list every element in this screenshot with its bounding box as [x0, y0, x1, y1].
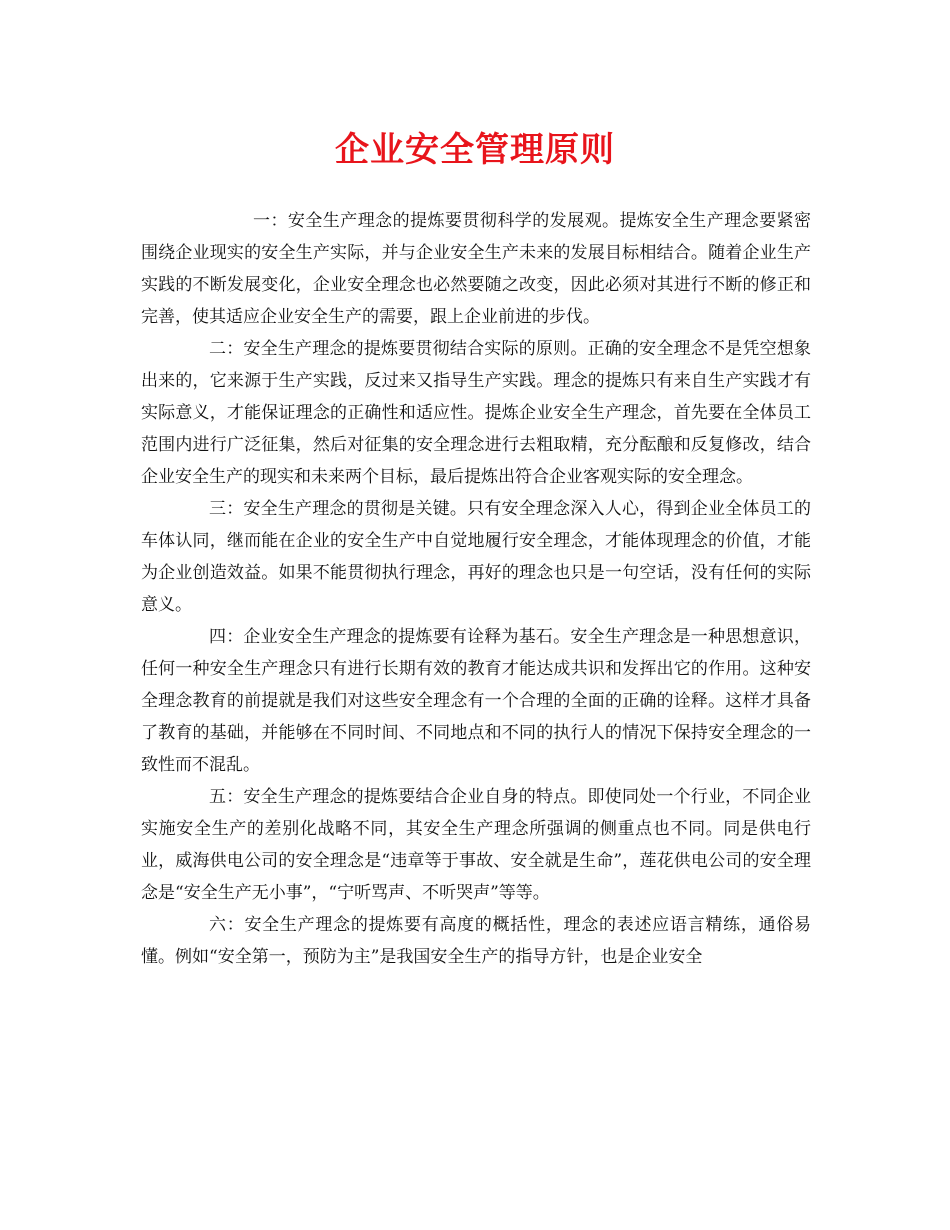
paragraph-3: 三：安全生产理念的贯彻是关键。只有安全理念深入人心，得到企业全体员工的车体认同，继而能在企业的安全生产中自觉地履行安全理念，才能体现理念的价值，才能为企业创造效益。如果不能贯彻执行理念，再好的理念也只是一句空话，没有任何的实际意义。	[141, 499, 811, 615]
paragraph-5: 五：安全生产理念的提炼要结合企业自身的特点。即使同处一个行业，不同企业实施安全生产的差别化战略不同，其安全生产理念所强调的侧重点也不同。同是供电行业，威海供电公司的安全理念是“违章等于事故、安全就是生命”，莲花供电公司的安全理念是“安全生产无小事”，“宁听骂声、不听哭声”等等。	[141, 787, 811, 903]
paragraph-4: 四：企业安全生产理念的提炼要有诠释为基石。安全生产理念是一种思想意识，任何一种安全生产理念只有进行长期有效的教育才能达成共识和发挥出它的作用。这种安全理念教育的前提就是我们对这些安全理念有一个合理的全面的正确的诠释。这样才具备了教育的基础，并能够在不同时间、不同地点和不同的执行人的情况下保持安全理念的一致性而不混乱。	[141, 627, 811, 775]
document-title: 企业安全管理原则	[335, 130, 615, 170]
document-body	[141, 205, 811, 973]
paragraph-6: 六：安全生产理念的提炼要有高度的概括性，理念的表述应语言精练，通俗易懂。例如“安全第一，预防为主”是我国安全生产的指导方针，也是企业安全	[141, 915, 811, 967]
paragraph-2: 二：安全生产理念的提炼要贯彻结合实际的原则。正确的安全理念不是凭空想象出来的，它来源于生产实践，反过来又指导生产实践。理念的提炼只有来自生产实践才有实际意义，才能保证理念的正确性和适应性。提炼企业安全生产理念，首先要在全体员工范围内进行广泛征集，然后对征集的安全理念进行去粗取精，充分酝酿和反复修改，结合企业安全生产的现实和未来两个目标，最后提炼出符合企业客观实际的安全理念。	[141, 339, 811, 487]
paragraph-1: 一：安全生产理念的提炼要贯彻科学的发展观。提炼安全生产理念要紧密围绕企业现实的安全生产实际，并与企业安全生产未来的发展目标相结合。随着企业生产实践的不断发展变化，企业安全理念也必然要随之改变，因此必须对其进行不断的修正和完善，使其适应企业安全生产的需要，跟上企业前进的步伐。	[141, 211, 811, 327]
